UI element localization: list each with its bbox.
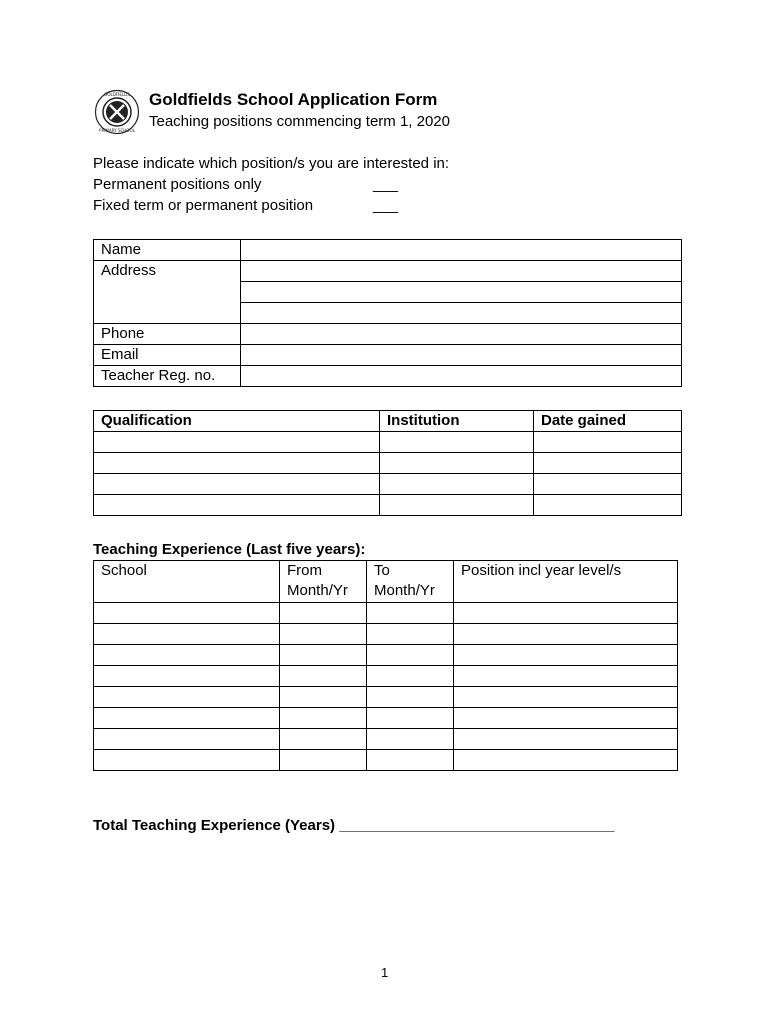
- table-row: [94, 432, 682, 453]
- position-header: Position incl year level/s: [454, 561, 678, 603]
- phone-label: Phone: [94, 324, 241, 345]
- teacher-reg-field[interactable]: [241, 366, 682, 387]
- table-row: [94, 603, 678, 624]
- svg-text:GOLDFIELDS: GOLDFIELDS: [104, 92, 130, 97]
- teaching-experience-table: [93, 560, 678, 771]
- table-row: [94, 495, 682, 516]
- svg-text:PRIMARY SCHOOL: PRIMARY SCHOOL: [99, 128, 135, 133]
- school-header: School: [94, 561, 280, 603]
- table-row: [94, 666, 678, 687]
- page-number: 1: [381, 965, 389, 980]
- form-subtitle: Teaching positions commencing term 1, 2020: [149, 113, 450, 130]
- table-row: [94, 624, 678, 645]
- position-fixed-blank[interactable]: ___: [373, 197, 399, 214]
- table-row: [94, 453, 682, 474]
- form-title: Goldfields School Application Form: [149, 90, 438, 109]
- table-row: [94, 750, 678, 771]
- position-prompt: Please indicate which position/s you are interested in:: [93, 155, 450, 172]
- personal-details-table: [93, 239, 682, 387]
- phone-field[interactable]: [241, 324, 682, 345]
- address-field-1[interactable]: [241, 261, 682, 282]
- to-header: To Month/Yr: [367, 561, 454, 603]
- address-field-2[interactable]: [241, 282, 682, 303]
- address-field-3[interactable]: [241, 303, 682, 324]
- from-header: From Month/Yr: [280, 561, 367, 603]
- table-row: [94, 645, 678, 666]
- table-row: [94, 708, 678, 729]
- name-field[interactable]: [241, 240, 682, 261]
- institution-header: Institution: [380, 411, 534, 432]
- address-label: Address: [94, 261, 241, 324]
- name-label: Name: [94, 240, 241, 261]
- table-row: [94, 474, 682, 495]
- table-row: [94, 729, 678, 750]
- email-label: Email: [94, 345, 241, 366]
- total-teaching-experience[interactable]: Total Teaching Experience (Years) _________________________________: [93, 817, 615, 834]
- position-permanent-blank[interactable]: ___: [373, 176, 399, 193]
- position-option-permanent: Permanent positions only: [93, 176, 262, 193]
- qualification-header: Qualification: [94, 411, 380, 432]
- teaching-experience-title: Teaching Experience (Last five years):: [93, 541, 366, 558]
- teacher-reg-label: Teacher Reg. no.: [94, 366, 241, 387]
- table-row: [94, 687, 678, 708]
- email-field[interactable]: [241, 345, 682, 366]
- school-logo: [94, 89, 140, 135]
- date-gained-header: Date gained: [534, 411, 682, 432]
- position-option-fixed-term: Fixed term or permanent position: [93, 197, 314, 214]
- qualifications-table: [93, 410, 682, 516]
